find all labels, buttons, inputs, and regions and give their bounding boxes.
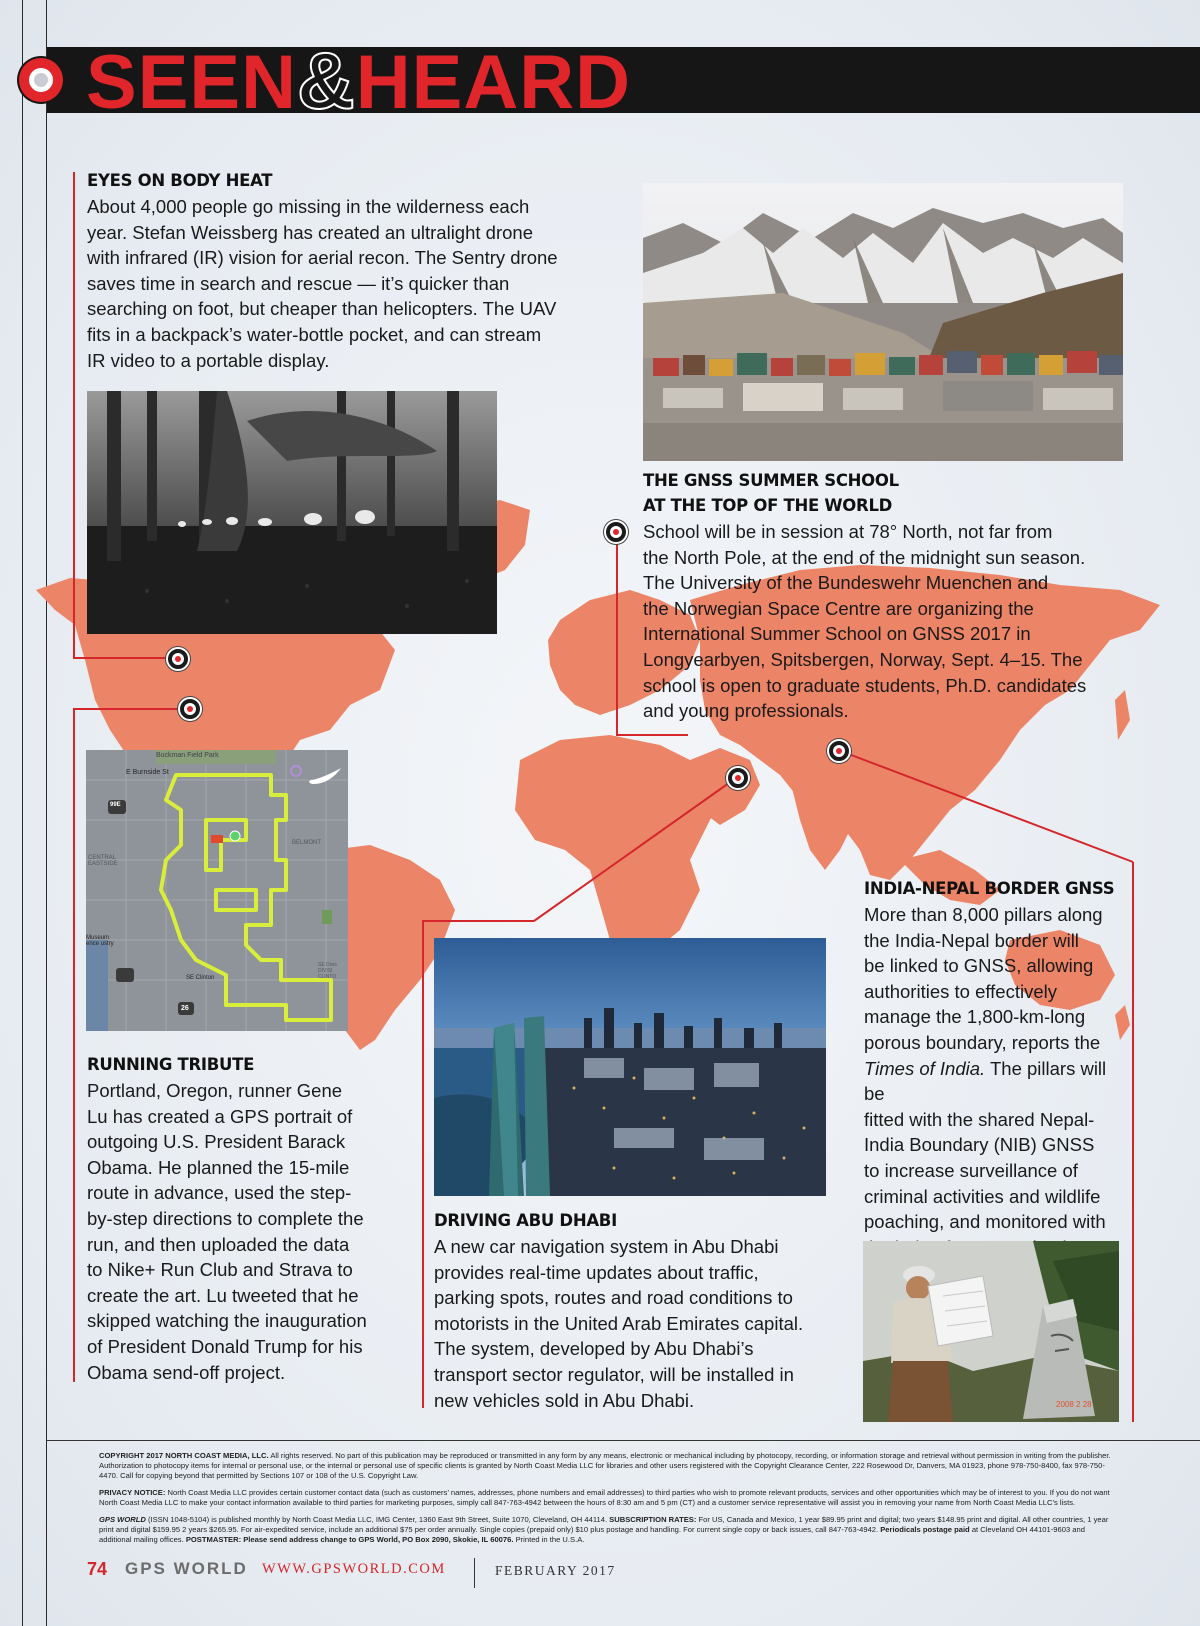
text-line: school is open to graduate students, Ph.D. candidates [643,674,1087,696]
text-line: Portland, Oregon, runner Gene [87,1080,343,1101]
text-line: fitted with the shared Nepal- [864,1108,1095,1130]
text-line: be linked to GNSS, allowing [864,955,1094,977]
text-line: saves time in search and rescue — it’s quicker than [87,272,510,294]
text-line: and young professionals. [643,700,849,722]
longyearbyen-photo [643,183,1123,461]
text-line: India Boundary (NIB) GNSS [864,1134,1095,1156]
map-label-belmont: BELMONT [292,840,322,846]
periodicals-heading: Periodicals postage paid [880,1525,970,1534]
headline-gnss-line1: THE GNSS SUMMER SCHOOL [643,471,899,490]
text-line [864,1056,1128,1107]
text-line: parking spots, routes and road conditions to [434,1287,793,1309]
text-line: authorities to effectively [864,980,1057,1002]
text-line: criminal activities and wildlife [864,1185,1101,1207]
text-line: skipped watching the inauguration [87,1310,367,1332]
text-line: route in advance, used the step- [87,1182,352,1204]
abu-dhabi-photo [434,938,826,1196]
text-line: outgoing U.S. President Barack [87,1131,346,1153]
map-marker-longyearbyen[interactable] [604,520,628,544]
magazine-name: GPS WORLD [125,1559,248,1578]
headline-abu-dhabi: DRIVING ABU DHABI [434,1211,617,1230]
magazine-url[interactable]: WWW.GPSWORLD.COM [262,1561,446,1577]
map-label-clinton: SE Clinton [186,975,215,981]
issue-date: FEBRUARY 2017 [495,1563,616,1578]
text-line: International Summer School on GNSS 2017 in [643,623,1031,645]
text-line: More than 8,000 pillars along [864,904,1103,925]
gps-portrait-map [86,750,348,1031]
text-line: to increase surveillance of [864,1159,1078,1181]
text-line: poaching, and monitored with [864,1211,1106,1233]
copyright-heading: COPYRIGHT 2017 NORTH COAST MEDIA, LLC. [99,1451,269,1460]
footer-separator [474,1558,475,1588]
text-line: searching on foot, but cheaper than helicopters. The UAV [87,298,557,320]
headline-running: RUNNING TRIBUTE [87,1055,255,1074]
text-line: the Norwegian Space Centre are organizing the [643,597,1034,619]
text-line: provides real-time updates about traffic, [434,1261,759,1283]
headline-gnss-line2: AT THE TOP OF THE WORLD [643,496,893,515]
text-line: of President Donald Trump for his [87,1335,363,1357]
title-seen: SEEN [86,40,297,125]
subscription-body: For US, Canada and Mexico, 1 year $89.95 print and digital; two years $148.95 print and digital. All other countries, 1 year print and digital $159.95 2 years $265.95. For air-expedited service, include an additional $75 per order annually. Single copies (prepaid only) $10 plus postage and handling. For current single copy or back issues, call 847-763-4942. [99,1515,1109,1534]
map-badge-99e: 99E [110,802,121,808]
gps-world-italic: GPS WORLD [99,1515,146,1524]
privacy-body: North Coast Media LLC provides certain customer contact data (such as customers’ names, addresses, phone numbers and email addresses) to third parties who wish to promote relevant products, services and other opportunities which may be of interest to you. If you do not want North Coast Media LLC to make your contact information available to third parties for marketing purposes, simply call 847-763-4942 between the hours of 8:30 am and 5 pm (CT) and a customer service representative will assist you in removing your name from North Coast Media LLC’s lists. [99,1488,1110,1507]
text-line: year. Stefan Weissberg has created an ultralight drone [87,221,533,243]
privacy-notice [99,1488,1111,1508]
gnss-school-text [643,519,1113,724]
photo-date-stamp: 2008 2 28 [1056,1400,1092,1409]
india-nepal-text [864,902,1128,1260]
text-line: motorists in the United Arab Emirates capital. [434,1312,804,1334]
border-pillar-photo [863,1241,1119,1422]
title-ampersand: & [296,36,356,125]
map-label-burnside: E Burnside St [126,769,169,776]
map-badge-26: 26 [181,1005,189,1012]
text-line: The system, developed by Abu Dhabi’s [434,1338,754,1360]
text-line: with infrared (IR) vision for aerial recon. The Sentry drone [87,247,558,269]
map-marker-portland[interactable] [178,697,202,721]
text-line: A new car navigation system in Abu Dhabi [434,1236,779,1257]
infrared-forest-photo [87,391,497,634]
page-number: 74 [87,1559,108,1579]
text-line: porous boundary, reports the [864,1031,1101,1053]
text-line: create the art. Lu tweeted that he [87,1284,359,1306]
periodicals-body: at Cleveland OH 44101-9603 and additional mailing offices. [99,1525,1085,1544]
text-line: by-step directions to complete the [87,1207,364,1229]
text-line: manage the 1,800-km-long [864,1006,1086,1028]
text-line: The University of the Bundeswehr Muenchen and [643,572,1049,594]
postmaster-heading: POSTMASTER: Please send address change to GPS World, PO Box 2090, Skokie, IL 60076. [185,1535,514,1544]
subscription-heading: SUBSCRIPTION RATES: [609,1515,697,1524]
map-label-district: CENTRAL EASTSIDE [88,855,118,867]
map-label-park: Buckman Field Park [156,752,219,759]
text-line: transport sector regulator, will be installed in [434,1363,794,1385]
text-line: About 4,000 people go missing in the wilderness each [87,196,530,217]
text-line: IR video to a portable display. [87,349,330,371]
source-times-of-india: Times of India. [864,1057,986,1079]
publication-notice [99,1515,1111,1545]
privacy-heading: PRIVACY NOTICE: [99,1488,166,1497]
text-line: Longyearbyen, Spitsbergen, Norway, Sept. 4–15. The [643,648,1083,670]
body-heat-text [87,194,587,373]
text-line: Obama send-off project. [87,1361,286,1383]
text-line: School will be in session at 78° North, not far from [643,521,1053,542]
text-line: new vehicles sold in Abu Dhabi. [434,1389,695,1411]
text-line: to Nike+ Run Club and Strava to [87,1259,353,1281]
text-line: run, and then uploaded the data [87,1233,350,1255]
text-line: the India-Nepal border will [864,929,1079,951]
text-fragment: The pillars will be [864,1057,1107,1105]
text-line: Obama. He planned the 15-mile [87,1156,350,1178]
abu-dhabi-text [434,1234,834,1413]
text-line: fits in a backpack’s water-bottle pocket, and can stream [87,323,542,345]
title-heard: HEARD [355,40,631,125]
copyright-body: All rights reserved. No part of this publication may be reproduced or transmitted in any form by any means, electronic or mechanical including by photocopy, recording, or information storage and retrieval without permission in writing from the publisher. Authorization to photocopy items for internal or personal use, or the internal or personal use of specific clients is granted by North Coast Media LLC for libraries and other users registered with the Copyright Clearance Center, 222 Rosewood Dr, Danvers, MA 01923, phone 978-750-8400, fax 978-750-4470. Call for copying beyond that permitted by Sections 107 or 108 of the U.S. Copyright Law. [99,1451,1111,1480]
headline-india-nepal: INDIA-NEPAL BORDER GNSS [864,879,1115,898]
map-marker-wilderness[interactable] [166,647,190,671]
text-line: Lu has created a GPS portrait of [87,1105,353,1127]
printed-text: Printed in the U.S.A. [513,1535,585,1544]
map-label-museum: Museum ence ustry [86,935,114,947]
headline-body-heat: EYES ON BODY HEAT [87,171,273,190]
map-marker-abu-dhabi[interactable] [726,766,750,790]
publication-body: (ISSN 1048-5104) is published monthly by North Coast Media LLC, IMG Center, 1360 East 9th Street, Suite 1070, Cleveland, OH 44114. [145,1515,610,1524]
copyright-notice [99,1451,1111,1481]
map-label-division: SE Divis DIVISI CLINTO [318,962,337,980]
running-text [87,1078,407,1385]
footer-rule [47,1440,1200,1441]
text-line: the North Pole, at the end of the midnight sun season. [643,546,1086,568]
map-marker-india-nepal[interactable] [827,739,851,763]
